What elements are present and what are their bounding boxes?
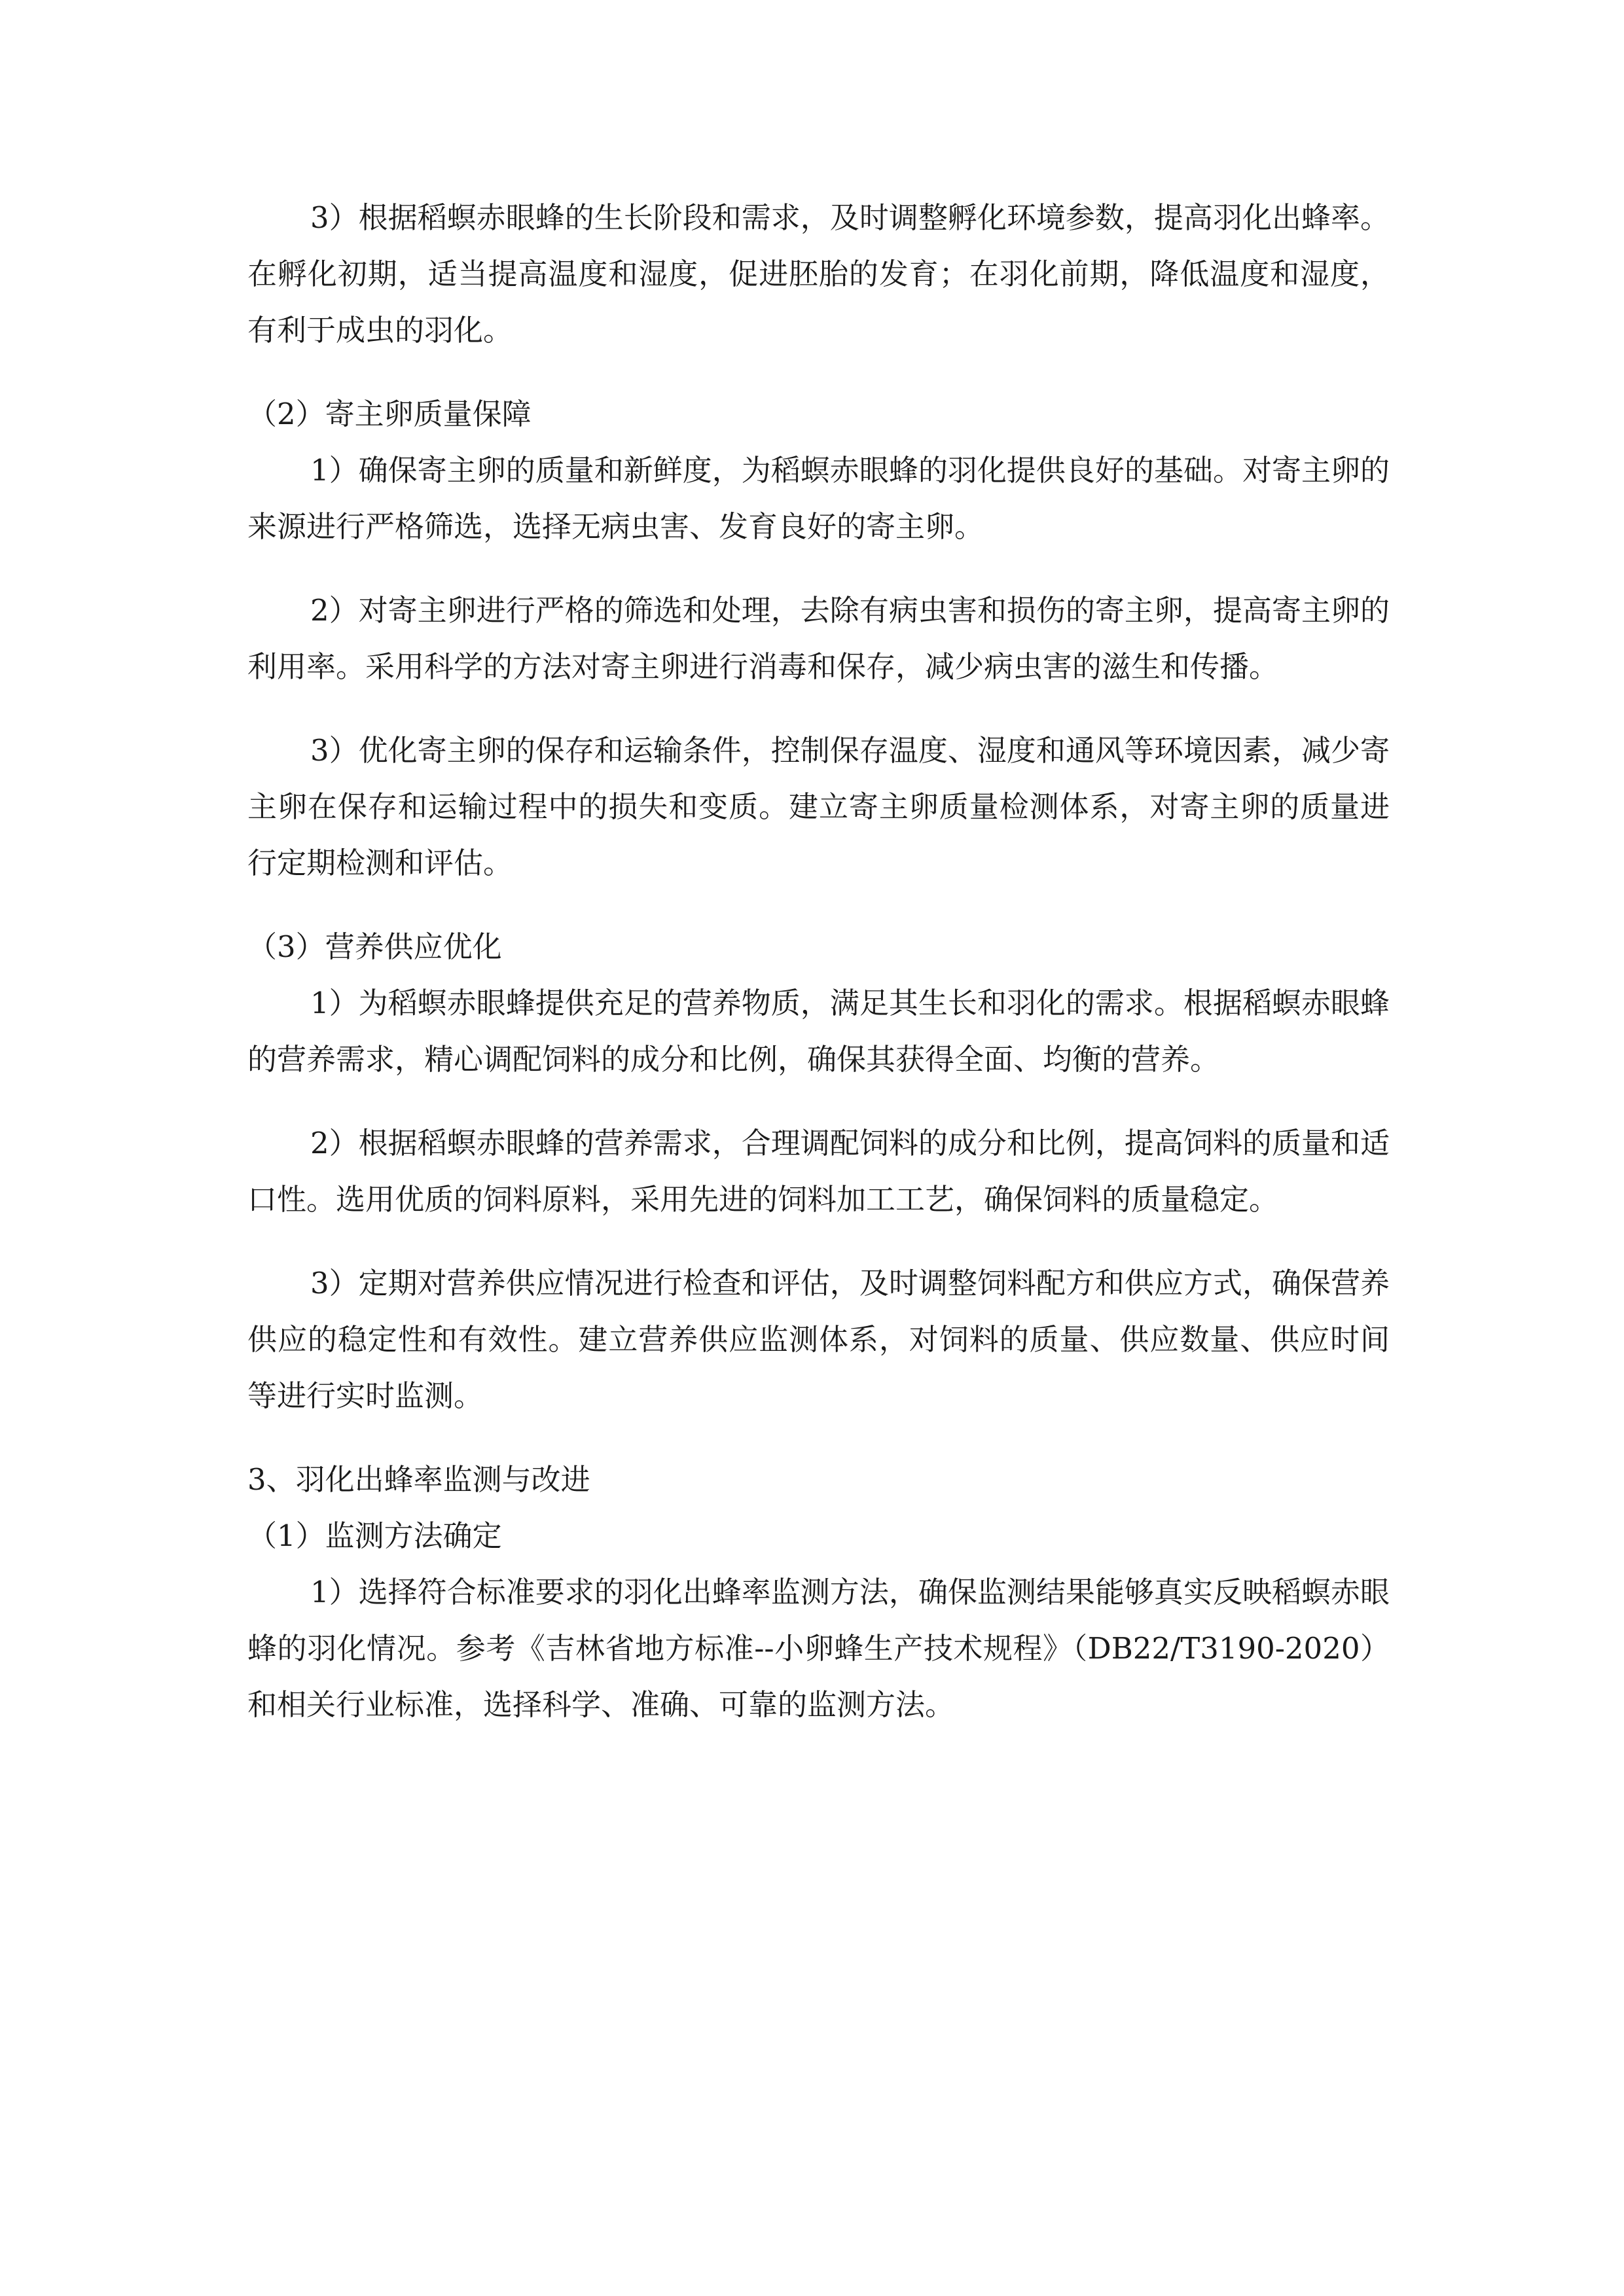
section-heading-emergence-monitoring: 3、羽化出蜂率监测与改进	[247, 1462, 590, 1497]
paragraph-host-egg-screening: 2）对寄主卵进行严格的筛选和处理，去除有病虫害和损伤的寄主卵，提高寄主卵的利用率。采用科学的方法对寄主卵进行消毒和保存，减少病虫害的滋生和传播。	[247, 593, 1390, 684]
subheading-nutrition-supply: （3）营养供应优化	[247, 929, 502, 964]
paragraph-host-egg-freshness: 1）确保寄主卵的质量和新鲜度，为稻螟赤眼蜂的羽化提供良好的基础。对寄主卵的来源进行严格筛选，选择无病虫害、发育良好的寄主卵。	[247, 453, 1390, 544]
subheading-host-egg-quality: （2）寄主卵质量保障	[247, 397, 532, 431]
subheading-monitoring-method: （1）监测方法确定	[247, 1518, 502, 1553]
document-body	[247, 190, 1390, 1761]
paragraph-nutrition-monitoring: 3）定期对营养供应情况进行检查和评估，及时调整饲料配方和供应方式，确保营养供应的稳定性和有效性。建立营养供应监测体系，对饲料的质量、供应数量、供应时间等进行实时监测。	[247, 1266, 1390, 1413]
paragraph-monitoring-method: 1）选择符合标准要求的羽化出蜂率监测方法，确保监测结果能够真实反映稻螟赤眼蜂的羽化情况。参考《吉林省地方标准--小卵蜂生产技术规程》（DB22/T3190-2020）和相关行业标准，选择科学、准确、可靠的监测方法。	[247, 1575, 1390, 1722]
paragraph-feed-formulation: 2）根据稻螟赤眼蜂的营养需求，合理调配饲料的成分和比例，提高饲料的质量和适口性。选用优质的饲料原料，采用先进的饲料加工工艺，确保饲料的质量稳定。	[247, 1126, 1390, 1217]
paragraph-hatching-adjustment: 3）根据稻螟赤眼蜂的生长阶段和需求，及时调整孵化环境参数，提高羽化出蜂率。在孵化初期，适当提高温度和湿度，促进胚胎的发育；在羽化前期，降低温度和湿度，有利于成虫的羽化。	[247, 200, 1390, 348]
paragraph-host-egg-storage: 3）优化寄主卵的保存和运输条件，控制保存温度、湿度和通风等环境因素，减少寄主卵在保存和运输过程中的损失和变质。建立寄主卵质量检测体系，对寄主卵的质量进行定期检测和评估。	[247, 733, 1390, 880]
paragraph-nutrition-provision: 1）为稻螟赤眼蜂提供充足的营养物质，满足其生长和羽化的需求。根据稻螟赤眼蜂的营养需求，精心调配饲料的成分和比例，确保其获得全面、均衡的营养。	[247, 986, 1390, 1077]
